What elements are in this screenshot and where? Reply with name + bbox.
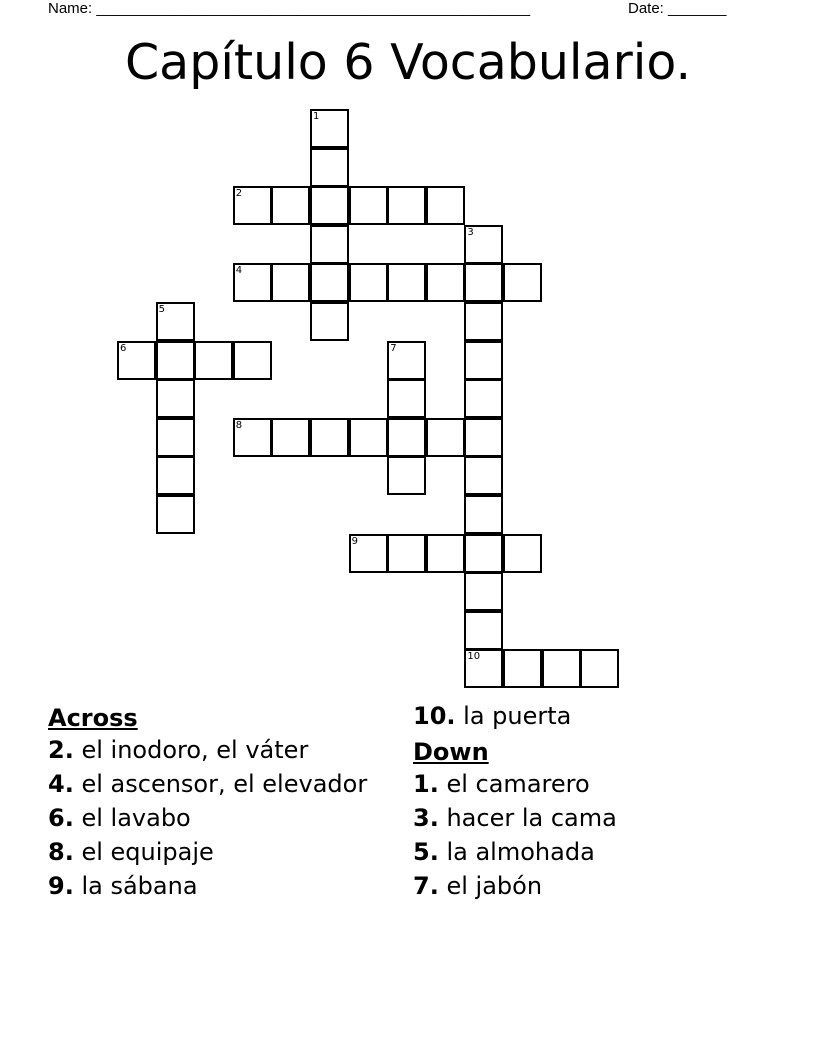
grid-cell[interactable]: [349, 263, 388, 302]
clue-number: 2.: [48, 735, 74, 764]
clue-text: el ascensor, el elevador: [81, 769, 368, 798]
grid-cell[interactable]: [464, 456, 503, 495]
grid-cell[interactable]: [387, 263, 426, 302]
grid-cell[interactable]: [426, 186, 465, 225]
cell-number: 6: [120, 342, 127, 354]
grid-cell[interactable]: [349, 534, 388, 573]
clue-text: el jabón: [446, 871, 543, 900]
grid-cell[interactable]: [233, 186, 272, 225]
grid-cell[interactable]: [156, 456, 195, 495]
grid-cell[interactable]: [387, 379, 426, 418]
cell-number: 9: [351, 535, 358, 547]
cell-number: 10: [467, 651, 481, 663]
clue-down-5: [413, 838, 773, 866]
cell-number: 3: [467, 226, 474, 238]
clue-text: el inodoro, el váter: [81, 735, 309, 764]
clues-right-column: [413, 702, 773, 906]
grid-cell[interactable]: [387, 418, 426, 457]
clue-number: 7.: [413, 871, 439, 900]
down-heading: Down: [413, 738, 489, 766]
grid-cell[interactable]: [310, 263, 349, 302]
clue-across-9: [48, 872, 368, 900]
grid-cell[interactable]: [233, 341, 272, 380]
clue-number: 6.: [48, 803, 74, 832]
clue-text: hacer la cama: [446, 803, 617, 832]
clue-across-2: [48, 736, 368, 764]
grid-cell[interactable]: [464, 418, 503, 457]
grid-cell[interactable]: [194, 341, 233, 380]
clue-down-1: [413, 770, 773, 798]
clue-number: 8.: [48, 837, 74, 866]
grid-cell[interactable]: [426, 418, 465, 457]
clue-across-10: [413, 702, 773, 730]
grid-cell[interactable]: [464, 379, 503, 418]
grid-cell[interactable]: [464, 341, 503, 380]
cell-number: 2: [235, 188, 243, 200]
clue-text: el equipaje: [81, 837, 214, 866]
grid-cell[interactable]: [580, 649, 619, 688]
cell-number: 5: [158, 304, 165, 315]
grid-cell[interactable]: [310, 418, 349, 457]
grid-cell[interactable]: [387, 341, 426, 380]
grid-cell[interactable]: [156, 341, 195, 380]
grid-cell[interactable]: [503, 263, 542, 302]
grid-cell[interactable]: [233, 263, 272, 302]
across-heading: Across: [48, 704, 138, 732]
clue-number: 4.: [48, 769, 74, 798]
grid-cell[interactable]: [542, 649, 581, 688]
grid-cell[interactable]: [503, 534, 542, 573]
grid-cell[interactable]: [426, 263, 465, 302]
date-field-label: Date: _______: [628, 0, 727, 17]
name-field-label: Name: ____________________________________________________: [48, 0, 531, 17]
clue-number: 3.: [413, 803, 439, 832]
clue-text: el lavabo: [81, 803, 191, 832]
cell-number: 7: [390, 342, 397, 354]
grid-cell[interactable]: [117, 341, 156, 380]
clue-text: la almohada: [446, 837, 595, 866]
clue-across-8: [48, 838, 368, 866]
cell-number: 8: [235, 419, 243, 431]
grid-cell[interactable]: [349, 186, 388, 225]
clue-number: 9.: [48, 871, 74, 900]
grid-cell[interactable]: [387, 186, 426, 225]
clue-across-4: [48, 770, 368, 798]
grid-cell[interactable]: [503, 649, 542, 688]
grid-cell[interactable]: [233, 418, 272, 457]
grid-cell[interactable]: [271, 418, 310, 457]
clue-text: la puerta: [463, 702, 572, 730]
grid-cell[interactable]: [464, 225, 503, 264]
grid-cell[interactable]: [156, 302, 195, 341]
grid-cell[interactable]: [387, 534, 426, 573]
clue-down-3: [413, 804, 773, 832]
cell-number: 4: [235, 265, 243, 277]
clue-number: 10.: [413, 702, 456, 730]
page-title: Capítulo 6 Vocabulario.: [124, 34, 692, 91]
grid-cell[interactable]: [464, 495, 503, 534]
grid-cell[interactable]: [310, 302, 349, 341]
grid-cell[interactable]: [387, 456, 426, 495]
clue-down-7: [413, 872, 773, 900]
grid-cell[interactable]: [156, 495, 195, 534]
grid-cell[interactable]: [271, 186, 310, 225]
clues-left-column: [48, 702, 368, 906]
grid-cell[interactable]: [349, 418, 388, 457]
grid-cell[interactable]: [156, 418, 195, 457]
grid-cell[interactable]: [156, 379, 195, 418]
clue-number: 5.: [413, 837, 439, 866]
clue-across-6: [48, 804, 368, 832]
grid-cell[interactable]: [464, 572, 503, 611]
cell-number: 1: [313, 111, 320, 122]
grid-cell[interactable]: [464, 611, 503, 650]
grid-cell[interactable]: [310, 109, 349, 148]
grid-cell[interactable]: [310, 148, 349, 187]
grid-cell[interactable]: [426, 534, 465, 573]
grid-cell[interactable]: [464, 534, 503, 573]
grid-cell[interactable]: [310, 186, 349, 225]
grid-cell[interactable]: [464, 649, 503, 688]
clue-number: 1.: [413, 769, 439, 798]
clue-text: la sábana: [81, 871, 198, 900]
grid-cell[interactable]: [464, 263, 503, 302]
grid-cell[interactable]: [464, 302, 503, 341]
grid-cell[interactable]: [310, 225, 349, 264]
grid-cell[interactable]: [271, 263, 310, 302]
clue-text: el camarero: [446, 769, 590, 798]
